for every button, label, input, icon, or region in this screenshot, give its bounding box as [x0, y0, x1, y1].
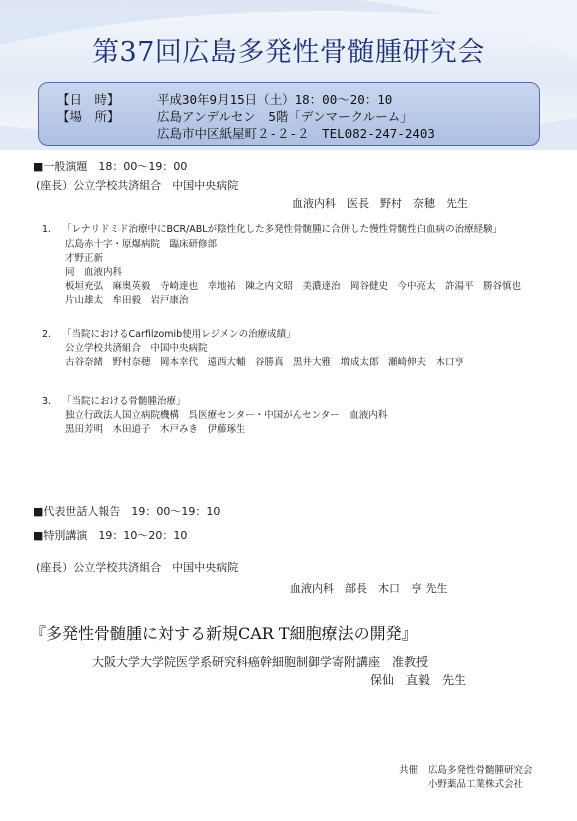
- talk-3-number: 3．: [42, 396, 58, 407]
- special-chair-affiliation: (座長）公立学校共済組合 中国中央病院: [36, 561, 239, 574]
- talk-1-line: 片山雄太 牟田毅 岩戸康治: [65, 295, 189, 306]
- date-label: 【日 時】: [57, 92, 120, 107]
- talk-2-line: 公立学校共済組合 中国中央病院: [65, 343, 208, 354]
- place-label: 【場 所】: [57, 109, 120, 124]
- talk-1-line: 板垣充弘 麻奥英毅 寺崎達也 幸地祐 陳之内文昭 美濃達治 岡谷健史 今中亮太 許湯平 勝谷慎也: [65, 281, 522, 292]
- sponsor-org-1: 広島多発性骨髄腫研究会: [428, 765, 533, 776]
- talk-1-title: 「レナリドミド治療中にBCR/ABLが陰性化した多発性骨髄腫に合併した慢性骨髄性白血病の治療経験」: [62, 224, 503, 235]
- general-chair-affiliation: (座長）公立学校共済組合 中国中央病院: [36, 179, 239, 192]
- speaker-name: 保仙 直毅 先生: [370, 673, 467, 687]
- sponsor-org-2: 小野薬品工業株式会社: [428, 779, 524, 790]
- talk-3-line: 黒田芳明 木田道子 木戸みき 伊藤琢生: [65, 424, 246, 435]
- event-info-box: [38, 82, 540, 146]
- talk-1-number: 1．: [42, 224, 58, 235]
- date-value: 平成30年9月15日（土）18：00～20：10: [157, 92, 393, 107]
- talk-1-line: 才野正新: [65, 253, 104, 264]
- general-chair-name: 血液内科 医長 野村 奈穂 先生: [292, 197, 468, 210]
- general-session-heading: ■一般演題 18：00～19：00: [33, 160, 188, 173]
- speaker-affiliation: 大阪大学大学院医学系研究科癌幹細胞制御学寄附講座 准教授: [92, 655, 429, 669]
- talk-2-title: 「当院におけるCarfilzomib使用レジメンの治療成績」: [62, 329, 296, 340]
- talk-3-title: 「当院における骨髄腫治療」: [62, 396, 186, 407]
- report-heading: ■代表世話人報告 19：00～19：10: [33, 505, 221, 518]
- talk-2-line: 古谷奈緒 野村奈穂 岡本幸代 遠西大輔 谷勝真 黒井大雅 増成太郎 瀬崎伸夫 木口亨: [65, 357, 465, 368]
- address: 広島市中区紙屋町２-２-２ TEL082-247-2403: [157, 126, 435, 141]
- special-chair-name: 血液内科 部長 木口 亨 先生: [290, 582, 448, 595]
- talk-3-line: 独立行政法人国立病院機構 呉医療センター・中国がんセンター 血液内科: [65, 410, 388, 421]
- special-lecture-title: 『多発性骨髄腫に対する新規CAR T細胞療法の開発』: [30, 624, 418, 643]
- talk-2-number: 2．: [42, 329, 58, 340]
- special-lecture-heading: ■特別講演 19：10～20：10: [33, 529, 188, 542]
- talk-1-line: 同 血液内科: [65, 267, 123, 278]
- talk-1-line: 広島赤十字・原爆病院 臨床研修部: [65, 239, 218, 250]
- place-value: 広島アンデルセン 5階「デンマークルーム」: [157, 109, 413, 124]
- sponsor-label: 共催: [399, 765, 419, 776]
- page-title: 第37回広島多発性骨髄腫研究会: [92, 37, 485, 68]
